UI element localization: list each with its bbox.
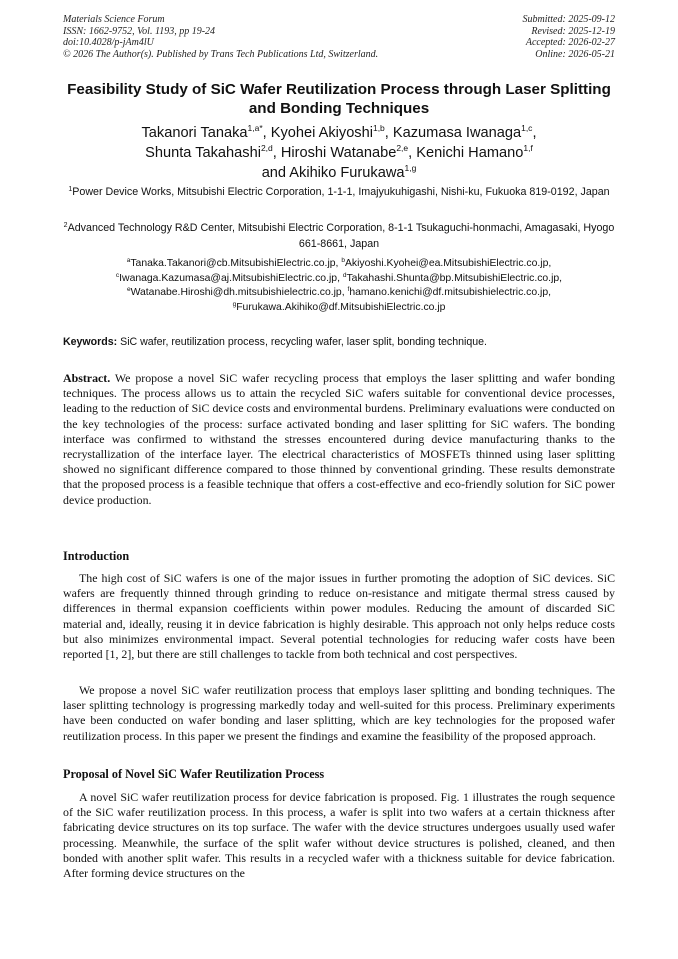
email-mark: a	[126, 257, 131, 264]
copyright-line: © 2026 The Author(s). Published by Trans Tech Publications Ltd, Switzerland.	[63, 48, 379, 60]
author-name: Takanori Tanaka	[141, 125, 248, 141]
affiliation-text: Advanced Technology R&D Center, Mitsubishi Electric Corporation, 8-1-1 Tsukaguchi-honmachi, Amagasaki, Hyogo 661-8661, Japan	[67, 222, 615, 250]
online-date: Online: 2026-05-21	[535, 48, 615, 60]
issn-line: ISSN: 1662-9752, Vol. 1193, pp 19-24	[63, 25, 216, 37]
email-mark: d	[342, 271, 347, 279]
email-address[interactable]: Akiyoshi.Kyohei@ea.MitsubishiElectric.co.jp	[344, 258, 549, 269]
email-address[interactable]: Tanaka.Takanori@cb.MitsubishiElectric.co.jp	[130, 258, 336, 269]
author-affiliation-mark: 2,d	[260, 143, 273, 153]
section-heading-proposal: Proposal of Novel SiC Wafer Reutilization Process	[63, 767, 325, 781]
email-list: $^a$Tanaka.Takanori@cb.MitsubishiElectric.co.jp, $^b$Akiyoshi.Kyohei@ea.MitsubishiElectric.co.jp, $^c$Iwanaga.Kazumasa@aj.MitsubishiElectric.co.jp, $^d$Takahashi.Shunta@bp.MitsubishiElectric.co.jp, $^e$Watanabe.Hiroshi@dh.mitsubishielectric.co.jp, $^f$hamano.kenichi@df.mitsubishielectric.co.jp, $^g$Furukawa.Akihiko@df.MitsubishiElectric.co.jp	[115, 257, 563, 313]
keywords-label: Keywords:	[63, 336, 118, 348]
affiliation-text: Power Device Works, Mitsubishi Electric Corporation, 1-1-1, Imajyukuhigashi, Nishi-ku, Fukuoka 819-0192, Japan	[72, 186, 610, 198]
author-affiliation-mark: 2,e	[396, 143, 409, 153]
affiliation-mark: 1	[68, 186, 73, 193]
affiliation-1	[63, 185, 615, 201]
email-mark: b	[341, 257, 345, 264]
introduction-paragraph-1: The high cost of SiC wafers is one of the major issues in further promoting the adoption of SiC devices. SiC wafers are frequently thinned through grinding to reduce on-resistance and mitigate thermal stress caused by differences in thermal expansion coefficients within power modules. Reducing the amount of discarded SiC material and, ideally, reusing it in device fabrication is highly desirable. This approach not only helps reduce costs but also minimizes environmental impact. Several potential technologies for reducing wafer costs have been reported [1, 2], but there are still challenges to tackle from both technical and cost perspectives.	[63, 571, 615, 662]
affiliation-2	[63, 221, 615, 252]
paper-title: Feasibility Study of SiC Wafer Reutilization Process through Laser Splitting and Bonding Techniques	[67, 81, 611, 117]
email-address[interactable]: Furukawa.Akihiko@df.MitsubishiElectric.co.jp	[236, 301, 446, 313]
abstract-text: We propose a novel SiC wafer recycling process that employs the laser splitting and wafer bonding techniques. The process allows us to attain the recycled SiC wafers suitable for conventional device processes, leading to the reduction of SiC device costs and environmental burdens. Preliminary evaluations were conducted on the key technologies of the process: surface activated bonding and laser splitting for SiC wafers. The bonding interface was confirmed to withstand the stresses encountered during device manufacturing thanks to the recrystallization of the interface layer. The electrical characteristics of MOSFETs thinned using laser splitting showed no significant difference compared to those thinned by conventional grinding. These results demonstrate that the proposed process is a feasible technique that offers a cost-effective and eco-friendly solution for SiC power device production.	[63, 371, 615, 507]
revised-date: Revised: 2025-12-19	[531, 25, 615, 37]
author-affiliation-mark: 1,g	[404, 163, 417, 173]
email-mark: f	[347, 286, 350, 294]
author-name: Shunta Takahashi	[145, 145, 261, 161]
doi-line[interactable]: doi:10.4028/p-jAm4lU	[63, 37, 154, 49]
abstract	[63, 371, 615, 508]
author-name: Kazumasa Iwanaga	[392, 125, 522, 141]
email-mark: g	[232, 300, 237, 308]
author-name: Kenichi Hamano	[416, 145, 524, 161]
author-affiliation-mark: 1,f	[523, 143, 533, 153]
author-list: Takanori Tanaka$^{1,a*}$, Kyohei Akiyoshi$^{1,b}$, Kazumasa Iwanaga$^{1,c}$, Shunta Takahashi$^{2,d}$, Hiroshi Watanabe$^{2,e}$, Kenichi Hamano$^{1,f}$ and Akihiko Furukawa$^{1,g}$	[141, 123, 537, 181]
proposal-paragraph-1: A novel SiC wafer reutilization process for device fabrication is proposed. Fig. 1 illustrates the rough sequence of the SiC wafer reutilization process. In this process, a wafer is split into two wafers at a certain thickness after fabricating device structures on its top surface. The wafer with the device structures undergoes usually used wafer processing. Meanwhile, the surface of the split wafer without device structures is polished, cleaned, and then bonded with another split wafer. This results in a recycled wafer with a thickness suitable for device fabrication. After forming device structures on the	[63, 790, 615, 881]
author-name: Hiroshi Watanabe	[280, 145, 397, 161]
affiliation-mark: 2	[63, 222, 68, 229]
email-address[interactable]: hamano.kenichi@df.mitsubishielectric.co.jp	[349, 287, 549, 299]
journal-name: Materials Science Forum	[63, 14, 165, 25]
abstract-label: Abstract.	[63, 371, 111, 385]
author-name: Akihiko Furukawa	[289, 165, 405, 181]
journal-header	[63, 14, 378, 60]
author-affiliation-mark: 1,c	[521, 123, 533, 133]
authors-conjunction: and	[261, 165, 287, 181]
keywords	[63, 335, 623, 349]
accepted-date: Accepted: 2026-02-27	[525, 37, 615, 49]
submitted-date: Submitted: 2025-09-12	[522, 14, 615, 25]
email-mark: c	[115, 271, 120, 279]
keywords-text: SiC wafer, reutilization process, recycling wafer, laser split, bonding technique.	[120, 336, 487, 348]
email-address[interactable]: Iwanaga.Kazumasa@aj.MitsubishiElectric.co.jp	[119, 272, 338, 284]
dates-header	[523, 14, 616, 60]
email-mark: e	[126, 286, 131, 294]
email-address[interactable]: Takahashi.Shunta@bp.MitsubishiElectric.co.jp	[346, 272, 560, 284]
author-affiliation-mark: 1,a*	[247, 123, 263, 133]
introduction-paragraph-2: We propose a novel SiC wafer reutilization process that employs laser splitting and bonding techniques. The laser splitting technology is progressing markedly today and well-suited for this process. Preliminary experiments have been conducted on wafer bonding and laser splitting, which are key technologies for the proposed wafer reutilization process. In this paper we present the findings and examine the feasibility of the proposed approach.	[63, 683, 615, 743]
author-affiliation-mark: 1,b	[372, 123, 385, 133]
author-name: Kyohei Akiyoshi	[270, 125, 373, 141]
email-address[interactable]: Watanabe.Hiroshi@dh.mitsubishielectric.co.jp	[130, 287, 342, 299]
section-heading-introduction: Introduction	[63, 549, 130, 563]
